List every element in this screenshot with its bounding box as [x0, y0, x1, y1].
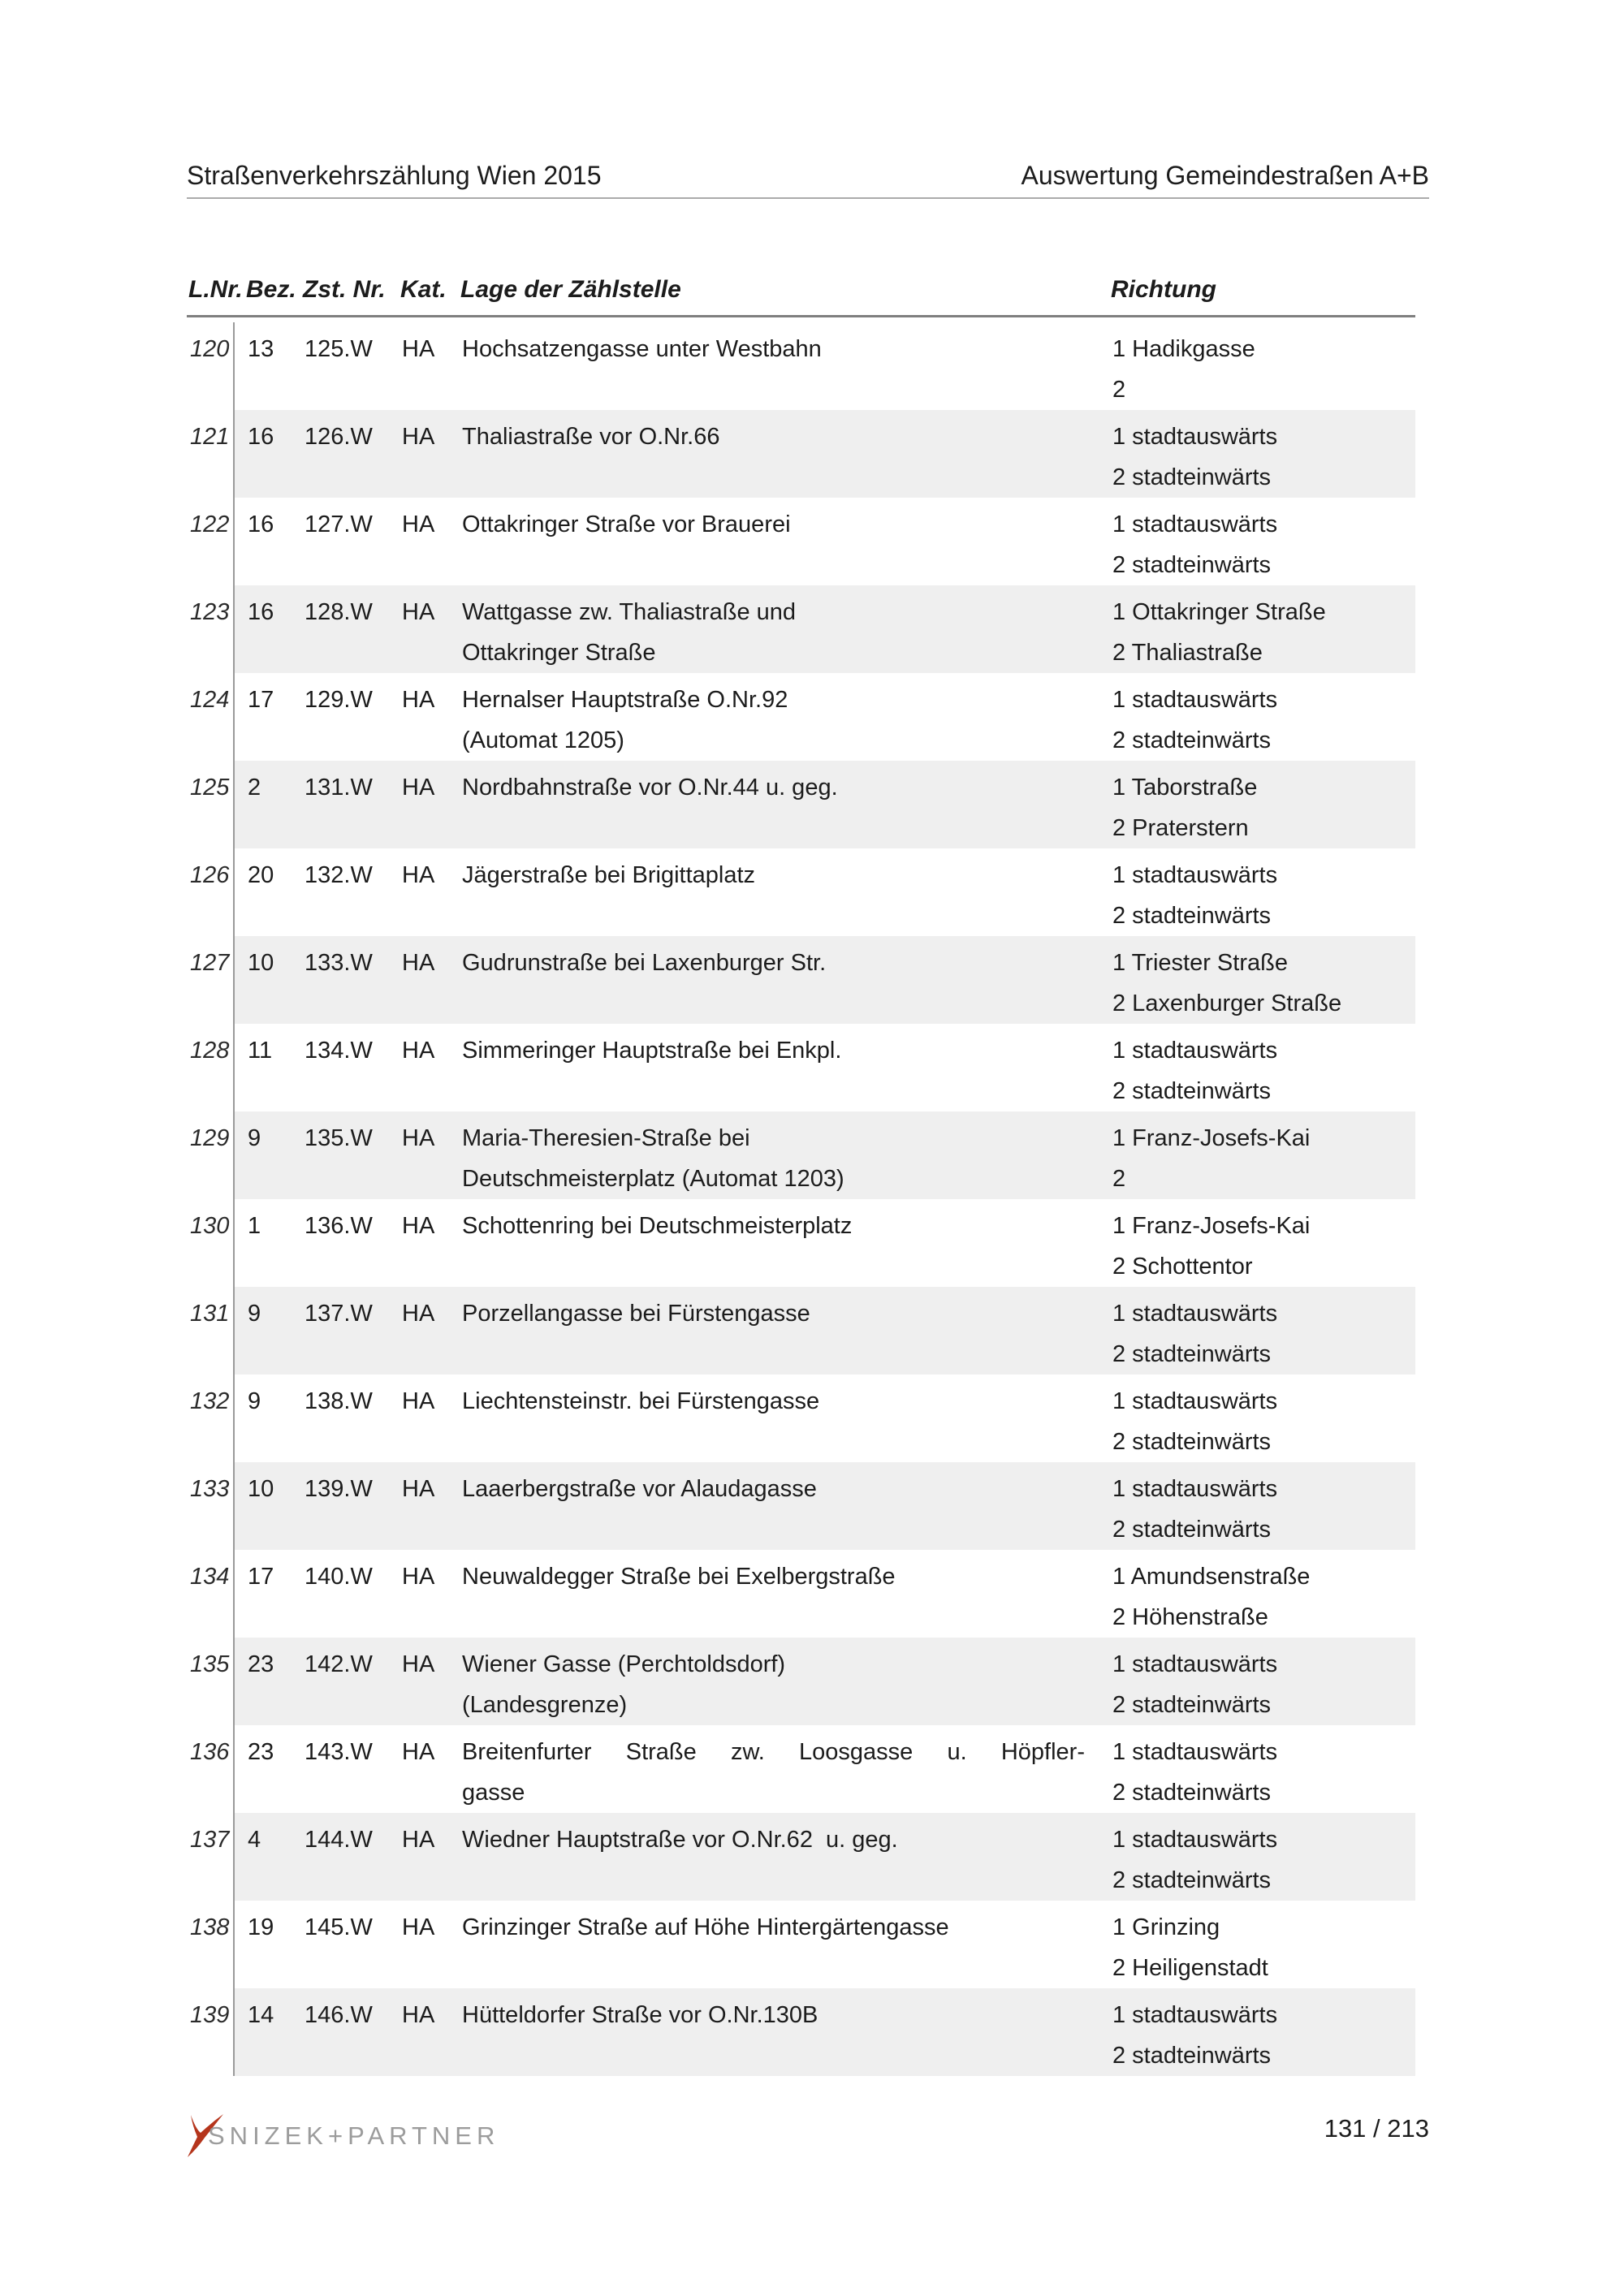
table-row	[187, 1550, 1415, 1638]
cell-lage: Hütteldorfer Straße vor O.Nr.130B	[462, 2002, 818, 2028]
cell-lage: Wattgasse zw. Thaliastraße und Ottakringer Straße	[462, 599, 797, 666]
cell-kat: HA	[402, 1564, 435, 1590]
cell-lnr: 132	[190, 1388, 230, 1414]
table-row	[187, 1988, 1415, 2076]
cell-lnr: 121	[190, 424, 230, 450]
cell-bez: 9	[248, 1125, 261, 1151]
document-title: Straßenverkehrszählung Wien 2015	[187, 161, 602, 190]
table-row	[187, 1375, 1415, 1462]
cell-richtung: 1 Franz-Josefs-Kai 2 Schottentor	[1112, 1213, 1311, 1280]
cell-zst-nr: 129.W	[304, 687, 373, 713]
cell-lnr: 128	[190, 1038, 230, 1064]
cell-lage: Schottenring bei Deutschmeisterplatz	[462, 1213, 853, 1239]
cell-bez: 9	[248, 1388, 261, 1414]
cell-kat: HA	[402, 1739, 435, 1765]
table-row	[187, 761, 1415, 848]
row-body	[233, 498, 1415, 585]
column-header-zst-nr: Zst. Nr.	[303, 276, 386, 303]
cell-bez: 2	[248, 775, 261, 801]
cell-kat: HA	[402, 1125, 435, 1151]
cell-richtung: 1 stadtauswärts 2 stadteinwärts	[1112, 687, 1278, 753]
cell-kat: HA	[402, 687, 435, 713]
cell-bez: 9	[248, 1301, 261, 1327]
table-row	[187, 585, 1415, 673]
cell-lage: Hernalser Hauptstraße O.Nr.92 (Automat 1205)	[462, 687, 788, 753]
table-row	[187, 1111, 1415, 1199]
cell-zst-nr: 146.W	[304, 2002, 373, 2028]
cell-lage: Porzellangasse bei Fürstengasse	[462, 1301, 810, 1327]
row-body	[233, 848, 1415, 936]
cell-kat: HA	[402, 950, 435, 976]
table-row	[187, 848, 1415, 936]
cell-bez: 13	[248, 336, 274, 362]
cell-lage: Neuwaldegger Straße bei Exelbergstraße	[462, 1564, 896, 1590]
row-body	[233, 761, 1415, 848]
row-body	[233, 936, 1415, 1024]
cell-kat: HA	[402, 1827, 435, 1853]
cell-kat: HA	[402, 1038, 435, 1064]
cell-lage: Gudrunstraße bei Laxenburger Str.	[462, 950, 827, 976]
cell-zst-nr: 144.W	[304, 1827, 373, 1853]
cell-zst-nr: 125.W	[304, 336, 373, 362]
cell-richtung: 1 Amundsenstraße 2 Höhenstraße	[1112, 1564, 1311, 1630]
cell-kat: HA	[402, 1301, 435, 1327]
table-column-headers	[187, 276, 1415, 317]
cell-zst-nr: 145.W	[304, 1914, 373, 1940]
table-row	[187, 410, 1415, 498]
row-body	[233, 410, 1415, 498]
page-header	[187, 161, 1429, 199]
cell-lnr: 131	[190, 1301, 230, 1327]
cell-zst-nr: 138.W	[304, 1388, 373, 1414]
cell-bez: 14	[248, 2002, 274, 2028]
row-body	[233, 1199, 1415, 1287]
column-header-lage: Lage der Zählstelle	[460, 276, 681, 303]
cell-zst-nr: 143.W	[304, 1739, 373, 1765]
cell-richtung: 1 Taborstraße 2 Praterstern	[1112, 775, 1258, 841]
cell-kat: HA	[402, 1476, 435, 1502]
cell-kat: HA	[402, 424, 435, 450]
company-logo	[185, 2109, 754, 2161]
cell-lnr: 126	[190, 862, 230, 888]
cell-lnr: 137	[190, 1827, 230, 1853]
row-body	[233, 1462, 1415, 1550]
cell-zst-nr: 133.W	[304, 950, 373, 976]
cell-lage: Wiedner Hauptstraße vor O.Nr.62 u. geg.	[462, 1827, 898, 1853]
cell-bez: 10	[248, 1476, 274, 1502]
cell-kat: HA	[402, 2002, 435, 2028]
cell-richtung: 1 stadtauswärts 2 stadteinwärts	[1112, 862, 1278, 929]
cell-zst-nr: 134.W	[304, 1038, 373, 1064]
cell-zst-nr: 127.W	[304, 511, 373, 537]
cell-lage: Simmeringer Hauptstraße bei Enkpl.	[462, 1038, 842, 1064]
column-header-richtung: Richtung	[1111, 276, 1216, 303]
table-row	[187, 322, 1415, 410]
table-row	[187, 1462, 1415, 1550]
cell-richtung: 1 stadtauswärts 2 stadteinwärts	[1112, 1301, 1278, 1367]
cell-zst-nr: 126.W	[304, 424, 373, 450]
table-row	[187, 673, 1415, 761]
cell-kat: HA	[402, 1914, 435, 1940]
row-body	[233, 1550, 1415, 1638]
cell-kat: HA	[402, 1213, 435, 1239]
document-subtitle: Auswertung Gemeindestraßen A+B	[1021, 161, 1429, 190]
cell-lage: Nordbahnstraße vor O.Nr.44 u. geg.	[462, 775, 838, 801]
cell-lnr: 134	[190, 1564, 230, 1590]
cell-lage: Maria-Theresien-Straße bei Deutschmeisterplatz (Automat 1203)	[462, 1125, 844, 1192]
cell-zst-nr: 128.W	[304, 599, 373, 625]
cell-richtung: 1 Triester Straße 2 Laxenburger Straße	[1112, 950, 1342, 1016]
cell-zst-nr: 135.W	[304, 1125, 373, 1151]
table-body	[187, 322, 1415, 2076]
table-row	[187, 1199, 1415, 1287]
cell-zst-nr: 140.W	[304, 1564, 373, 1590]
cell-kat: HA	[402, 1388, 435, 1414]
table-row	[187, 1901, 1415, 1988]
row-body	[233, 1375, 1415, 1462]
table-row	[187, 1813, 1415, 1901]
cell-lnr: 135	[190, 1651, 230, 1677]
cell-bez: 16	[248, 599, 274, 625]
cell-lnr: 123	[190, 599, 230, 625]
cell-lage: Grinzinger Straße auf Höhe Hintergärtengasse	[462, 1914, 949, 1940]
row-body	[233, 1111, 1415, 1199]
cell-lage: Jägerstraße bei Brigittaplatz	[462, 862, 756, 888]
cell-richtung: 1 stadtauswärts 2 stadteinwärts	[1112, 424, 1278, 490]
row-body	[233, 1024, 1415, 1111]
cell-kat: HA	[402, 511, 435, 537]
cell-richtung: 1 stadtauswärts 2 stadteinwärts	[1112, 511, 1278, 578]
table-row	[187, 1287, 1415, 1375]
row-body	[233, 1901, 1415, 1988]
row-body	[233, 673, 1415, 761]
table-row	[187, 1024, 1415, 1111]
cell-bez: 17	[248, 1564, 274, 1590]
cell-richtung: 1 stadtauswärts 2 stadteinwärts	[1112, 1651, 1278, 1718]
row-body	[233, 322, 1415, 410]
table-row	[187, 498, 1415, 585]
cell-lnr: 138	[190, 1914, 230, 1940]
cell-zst-nr: 132.W	[304, 862, 373, 888]
cell-bez: 10	[248, 950, 274, 976]
cell-richtung: 1 stadtauswärts 2 stadteinwärts	[1112, 1827, 1278, 1893]
row-body	[233, 1988, 1415, 2076]
cell-lnr: 120	[190, 336, 230, 362]
cell-lage: Ottakringer Straße vor Brauerei	[462, 511, 791, 537]
cell-lnr: 139	[190, 2002, 230, 2028]
cell-richtung: 1 Hadikgasse 2	[1112, 336, 1255, 403]
cell-zst-nr: 139.W	[304, 1476, 373, 1502]
cell-kat: HA	[402, 1651, 435, 1677]
cell-kat: HA	[402, 336, 435, 362]
cell-lage: Wiener Gasse (Perchtoldsdorf) (Landesgrenze)	[462, 1651, 786, 1718]
cell-zst-nr: 137.W	[304, 1301, 373, 1327]
cell-lnr: 122	[190, 511, 230, 537]
row-body	[233, 585, 1415, 673]
cell-richtung: 1 stadtauswärts 2 stadteinwärts	[1112, 1388, 1278, 1455]
column-header-kat: Kat.	[400, 276, 447, 303]
page-number: 131 / 213	[1324, 2114, 1429, 2143]
cell-richtung: 1 stadtauswärts 2 stadteinwärts	[1112, 1739, 1278, 1806]
cell-richtung: 1 Ottakringer Straße 2 Thaliastraße	[1112, 599, 1326, 666]
cell-bez: 1	[248, 1213, 261, 1239]
cell-lage: Breitenfurter Straße zw. Loosgasse u. Höpfler- gasse	[462, 1739, 1085, 1806]
cell-lnr: 130	[190, 1213, 230, 1239]
row-body	[233, 1725, 1415, 1813]
table-row	[187, 1638, 1415, 1725]
cell-kat: HA	[402, 599, 435, 625]
cell-kat: HA	[402, 862, 435, 888]
cell-richtung: 1 stadtauswärts 2 stadteinwärts	[1112, 1476, 1278, 1543]
cell-zst-nr: 131.W	[304, 775, 373, 801]
column-header-lnr: L.Nr.	[188, 276, 243, 303]
cell-bez: 16	[248, 424, 274, 450]
cell-lage: Hochsatzengasse unter Westbahn	[462, 336, 822, 362]
cell-bez: 23	[248, 1651, 274, 1677]
row-body	[233, 1287, 1415, 1375]
cell-bez: 16	[248, 511, 274, 537]
column-header-bez: Bez.	[246, 276, 296, 303]
cell-zst-nr: 136.W	[304, 1213, 373, 1239]
cell-bez: 20	[248, 862, 274, 888]
cell-richtung: 1 Franz-Josefs-Kai 2	[1112, 1125, 1311, 1192]
cell-richtung: 1 stadtauswärts 2 stadteinwärts	[1112, 1038, 1278, 1104]
table-row	[187, 936, 1415, 1024]
cell-bez: 4	[248, 1827, 261, 1853]
cell-zst-nr: 142.W	[304, 1651, 373, 1677]
cell-kat: HA	[402, 775, 435, 801]
cell-lage: Laaerbergstraße vor Alaudagasse	[462, 1476, 817, 1502]
cell-lnr: 125	[190, 775, 230, 801]
cell-bez: 17	[248, 687, 274, 713]
cell-lage: Liechtensteinstr. bei Fürstengasse	[462, 1388, 820, 1414]
cell-bez: 19	[248, 1914, 274, 1940]
cell-bez: 23	[248, 1739, 274, 1765]
cell-richtung: 1 stadtauswärts 2 stadteinwärts	[1112, 2002, 1278, 2069]
table-row	[187, 1725, 1415, 1813]
company-logo-text: SNIZEK+PARTNER	[208, 2121, 500, 2150]
row-body	[233, 1638, 1415, 1725]
cell-richtung: 1 Grinzing 2 Heiligenstadt	[1112, 1914, 1268, 1981]
cell-lnr: 133	[190, 1476, 230, 1502]
cell-lnr: 129	[190, 1125, 230, 1151]
cell-bez: 11	[248, 1038, 273, 1064]
cell-lnr: 127	[190, 950, 230, 976]
cell-lnr: 136	[190, 1739, 230, 1765]
row-body	[233, 1813, 1415, 1901]
cell-lage: Thaliastraße vor O.Nr.66	[462, 424, 720, 450]
cell-lnr: 124	[190, 687, 230, 713]
